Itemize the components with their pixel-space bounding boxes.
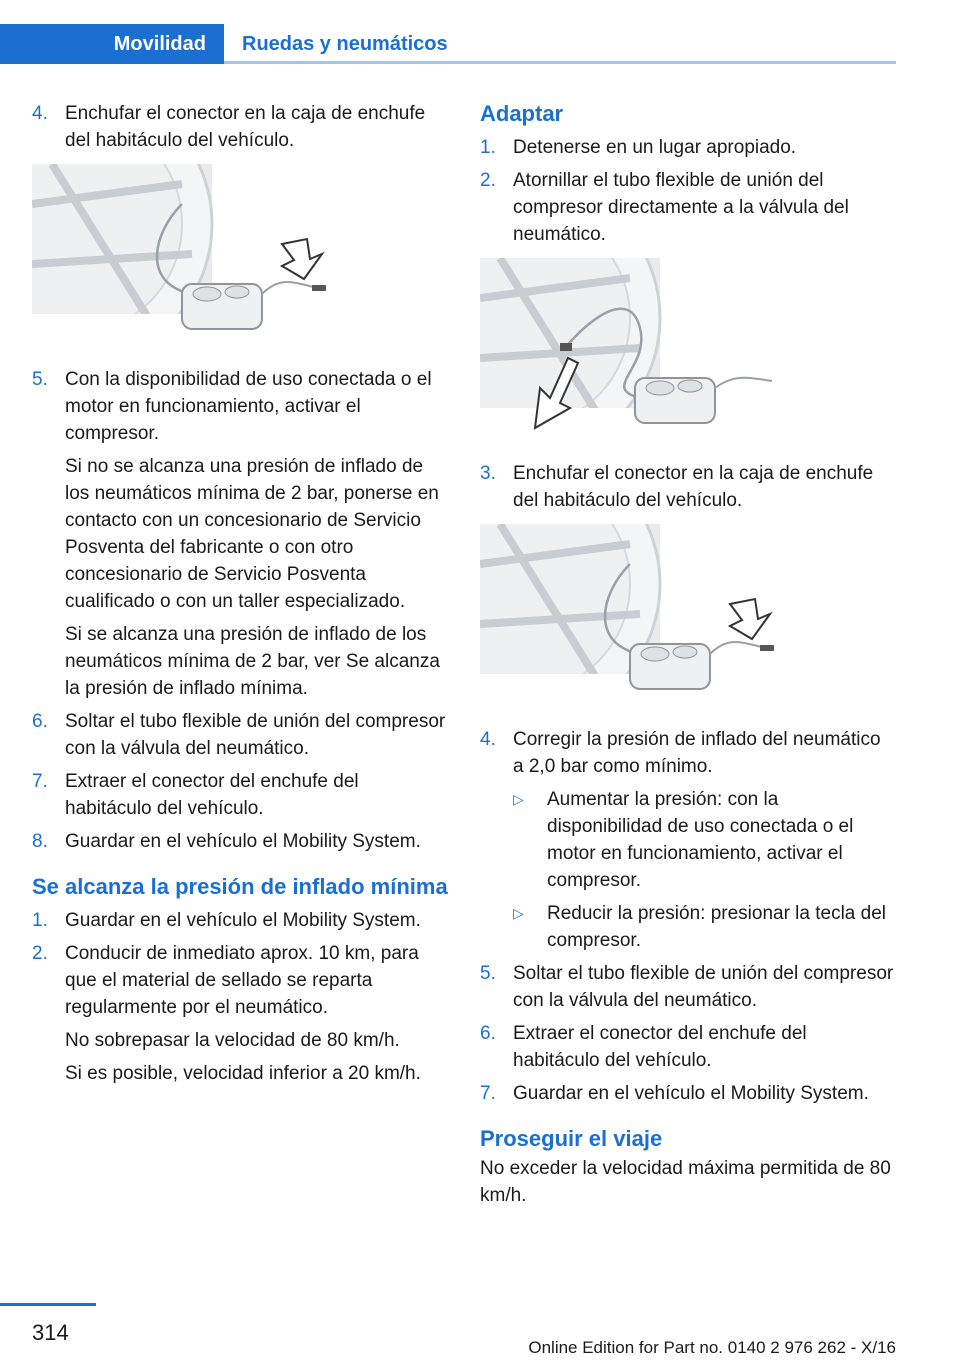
step-number: 5. — [480, 963, 496, 984]
list-item — [32, 768, 448, 822]
list-item — [32, 907, 448, 934]
step-number: 7. — [32, 771, 48, 792]
step-paragraph: No sobrepasar la velocidad de 80 km/h. — [65, 1030, 400, 1051]
compressor-plug-illustration — [480, 524, 780, 704]
step-text: Guardar en el vehículo el Mobility System. — [513, 1083, 869, 1104]
step-number: 3. — [480, 463, 496, 484]
step-paragraph: Corregir la presión de inflado del neumático a 2,0 bar como mínimo. — [513, 729, 881, 777]
step-paragraph: Con la disponibilidad de uso conectada o el motor en funcionamiento, activar el compresor. — [65, 369, 432, 444]
list-item — [32, 366, 448, 702]
list-item — [32, 100, 448, 154]
compressor-plug-illustration — [32, 164, 332, 344]
step-number: 7. — [480, 1083, 496, 1104]
list-item — [480, 726, 896, 954]
left-column — [32, 100, 448, 1093]
list-item — [480, 134, 896, 161]
step-text: Enchufar el conector en la caja de enchufe del habitáculo del vehículo. — [513, 463, 874, 511]
step-text: Soltar el tubo flexible de unión del compresor con la válvula del neumático. — [65, 711, 446, 759]
step-text — [513, 726, 896, 954]
step-paragraph: Si se alcanza una presión de inflado de los neumáticos mínima de 2 bar, ver Se alcanza la presión de inflado mínima. — [65, 624, 440, 699]
compressor-valve-illustration — [480, 258, 780, 438]
step-number: 2. — [32, 943, 48, 964]
step-number: 4. — [480, 729, 496, 750]
list-item — [32, 940, 448, 1087]
list-item — [480, 1080, 896, 1107]
step-number: 6. — [32, 711, 48, 732]
triangle-bullet-icon: ▷ — [513, 791, 524, 807]
header-divider — [224, 61, 896, 64]
step-paragraph: Conducir de inmediato aprox. 10 km, para que el material de sellado se reparta regularmente por el neumático. — [65, 943, 419, 1018]
page-number: 314 — [32, 1320, 69, 1345]
sub-item-text: Reducir la presión: presionar la tecla del compresor. — [547, 903, 887, 951]
page-header — [0, 0, 960, 64]
list-item — [32, 828, 448, 855]
step-text: Atornillar el tubo flexible de unión del compresor directamente a la válvula del neumático. — [513, 170, 849, 245]
step-text: Guardar en el vehículo el Mobility System. — [65, 831, 421, 852]
sub-list-item — [513, 900, 896, 954]
step-number: 1. — [32, 910, 48, 931]
section-heading: Se alcanza la presión de inflado mínima — [32, 874, 448, 899]
sub-item-text: Aumentar la presión: con la disponibilidad de uso conectada o el motor en funcionamiento, activar el compresor. — [547, 789, 854, 891]
step-number: 4. — [32, 103, 48, 124]
step-paragraph: Si no se alcanza una presión de inflado de los neumáticos mínima de 2 bar, ponerse en contacto con un concesionario de Servicio Posventa del fabricante o con otro concesionario de Servicio Posventa cualificado o con un taller especializado. — [65, 456, 439, 612]
step-number: 5. — [32, 369, 48, 390]
tab-movilidad[interactable]: Movilidad — [0, 24, 224, 64]
triangle-bullet-icon: ▷ — [513, 905, 524, 921]
step-number: 2. — [480, 170, 496, 191]
list-item — [32, 708, 448, 762]
tab-ruedas-neumaticos[interactable]: Ruedas y neumáticos — [224, 24, 896, 64]
step-text — [65, 940, 448, 1087]
step-text: Guardar en el vehículo el Mobility System. — [65, 910, 421, 931]
step-text: Extraer el conector del enchufe del habitáculo del vehículo. — [513, 1023, 807, 1071]
step-paragraph: Si es posible, velocidad inferior a 20 km/h. — [65, 1063, 421, 1084]
step-text — [65, 366, 448, 702]
step-text: Soltar el tubo flexible de unión del compresor con la válvula del neumático. — [513, 963, 894, 1011]
step-number: 1. — [480, 137, 496, 158]
list-item — [480, 460, 896, 514]
right-column — [480, 100, 896, 1209]
list-item — [480, 960, 896, 1014]
step-text: Extraer el conector del enchufe del habitáculo del vehículo. — [65, 771, 359, 819]
list-item — [480, 167, 896, 248]
step-text: Enchufar el conector en la caja de enchufe del habitáculo del vehículo. — [65, 103, 426, 151]
step-text: Detenerse en un lugar apropiado. — [513, 137, 797, 158]
list-item — [480, 1020, 896, 1074]
section-heading: Proseguir el viaje — [480, 1126, 663, 1151]
footer-divider — [0, 1303, 96, 1306]
step-number: 8. — [32, 831, 48, 852]
closing-paragraph: No exceder la velocidad máxima permitida de 80 km/h. — [480, 1158, 891, 1206]
section-heading: Adaptar — [480, 101, 564, 126]
sub-list-item — [513, 786, 896, 894]
step-number: 6. — [480, 1023, 496, 1044]
edition-note: Online Edition for Part no. 0140 2 976 262 - X/16 — [528, 1338, 896, 1357]
